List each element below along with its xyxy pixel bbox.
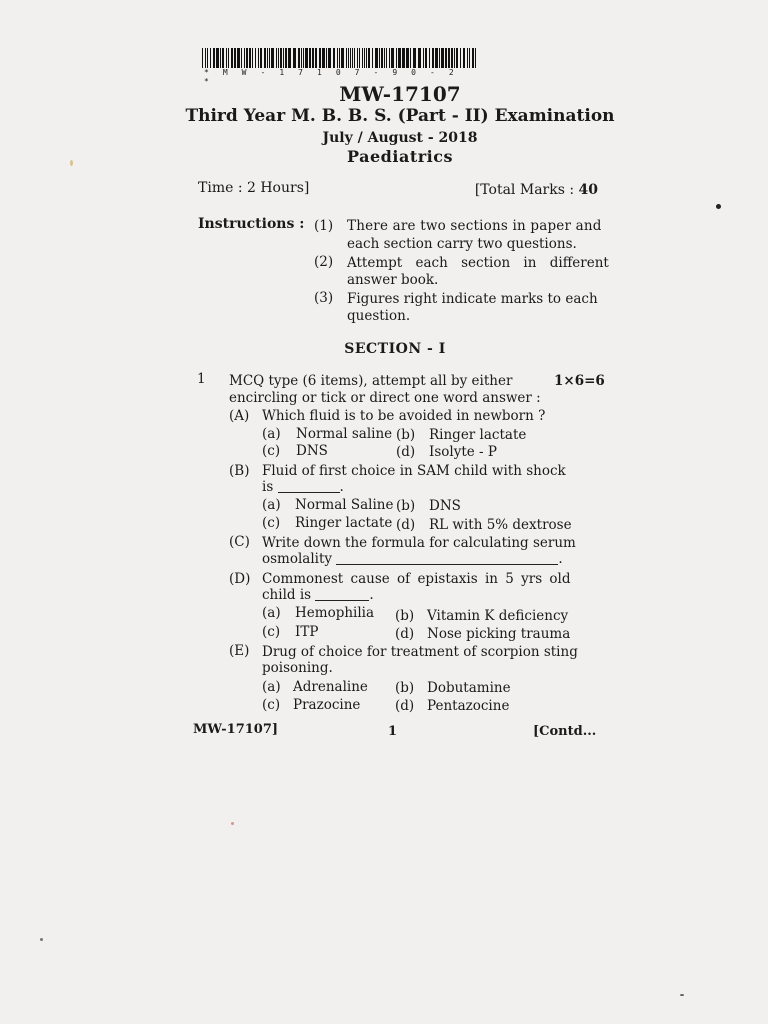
answer-blank	[278, 492, 340, 493]
barcode-bar	[381, 48, 383, 68]
barcode-bar	[305, 48, 308, 68]
barcode-bar	[216, 48, 219, 68]
barcode-bar	[231, 48, 233, 68]
barcode-bar	[326, 48, 327, 68]
instructions-label: Instructions :	[198, 216, 305, 232]
option-label: (a)	[262, 426, 281, 442]
barcode-bar	[241, 48, 242, 68]
option-text: DNS	[296, 443, 328, 459]
option-text: Pentazocine	[427, 698, 510, 714]
barcode-bar	[222, 48, 224, 68]
option-text: Dobutamine	[427, 680, 511, 696]
subquestion-text: Write down the formula for calculating serum	[262, 535, 576, 551]
option-label: (c)	[262, 443, 281, 459]
barcode-bar	[456, 48, 458, 68]
barcode-bar	[322, 48, 325, 68]
barcode-text: * M W - 1 7 1 0 7 - 9 0 - 2 *	[204, 68, 459, 86]
barcode-bar	[375, 48, 378, 68]
barcode-bar	[472, 48, 474, 68]
barcode-bar	[359, 48, 360, 68]
blank-prefix: is	[262, 479, 274, 495]
option-text: Normal Saline	[295, 497, 394, 513]
barcode-bar	[384, 48, 385, 68]
total-marks-value: 40	[578, 182, 598, 198]
scan-speck	[680, 994, 684, 996]
barcode-bar	[362, 48, 363, 68]
option-label: (a)	[262, 605, 281, 621]
barcode-bar	[448, 48, 450, 68]
barcode-bar	[303, 48, 304, 68]
barcode-bar	[391, 48, 394, 68]
barcode-bar	[237, 48, 240, 68]
scan-speck	[40, 938, 43, 941]
subquestion-label: (E)	[229, 643, 250, 659]
barcode-bar	[439, 48, 440, 68]
blank-suffix: .	[558, 551, 563, 567]
barcode-bar	[260, 48, 262, 68]
subquestion-text: Fluid of first choice in SAM child with shock	[262, 463, 566, 479]
instruction-text: Figures right indicate marks to each	[347, 291, 598, 307]
page-number: 1	[388, 724, 398, 739]
barcode-bar	[328, 48, 331, 68]
barcode-bar	[346, 48, 347, 68]
barcode-bar	[337, 48, 338, 68]
barcode-bar	[372, 48, 373, 68]
option-label: (d)	[396, 517, 416, 533]
barcode-bar	[398, 48, 401, 68]
barcode-bar	[350, 48, 351, 68]
scan-speck	[716, 204, 721, 209]
barcode-bar	[210, 48, 211, 68]
barcode-bar	[451, 48, 453, 68]
barcode-bar	[301, 48, 302, 68]
question-text: MCQ type (6 items), attempt all by either	[229, 373, 513, 389]
answer-blank	[336, 564, 558, 565]
subject-title: Paediatrics	[347, 147, 453, 166]
barcode-bar	[348, 48, 349, 68]
barcode-bar	[467, 48, 468, 68]
option-label: (b)	[396, 427, 416, 443]
barcode-bar	[319, 48, 321, 68]
continued-marker: [Contd...	[533, 724, 597, 739]
barcode-bar	[435, 48, 438, 68]
instruction-text: Attempt each section in different	[347, 255, 609, 271]
barcode-bar	[339, 48, 340, 68]
answer-blank	[315, 600, 369, 601]
barcode-bar	[469, 48, 470, 68]
barcode-bar	[276, 48, 277, 68]
question-number: 1	[197, 371, 206, 387]
time-allowed: Time : 2 Hours]	[198, 180, 310, 196]
barcode-bar	[441, 48, 444, 68]
option-text: Ringer lactate	[429, 427, 527, 443]
scan-speck	[231, 822, 234, 825]
barcode-bar	[341, 48, 344, 68]
barcode-bar	[423, 48, 424, 68]
barcode-bar	[298, 48, 300, 68]
barcode-bar	[309, 48, 311, 68]
barcode-bar	[364, 48, 365, 68]
subquestion-label: (B)	[229, 463, 250, 479]
barcode-bar	[244, 48, 245, 68]
barcode-bar	[226, 48, 227, 68]
instruction-number: (1)	[314, 218, 334, 234]
subquestion-text	[262, 587, 374, 603]
question-marks: 1×6=6	[554, 373, 605, 389]
option-text: Ringer lactate	[295, 515, 393, 531]
barcode-bar	[252, 48, 253, 68]
instruction-text: There are two sections in paper and	[347, 218, 602, 234]
instruction-number: (3)	[314, 290, 334, 306]
barcode-bar	[396, 48, 397, 68]
footer-paper-code: MW-17107]	[193, 722, 279, 737]
barcode-bar	[264, 48, 266, 68]
option-text: Hemophilia	[295, 605, 375, 621]
option-text: Normal saline	[296, 426, 393, 442]
barcode-bar	[454, 48, 455, 68]
barcode-bar	[366, 48, 367, 68]
barcode-bar	[312, 48, 314, 68]
barcode-bar	[205, 48, 206, 68]
option-text: Vitamin K deficiency	[427, 608, 569, 624]
barcode-bar	[445, 48, 447, 68]
barcode-bar	[315, 48, 317, 68]
option-label: (d)	[395, 698, 415, 714]
total-marks	[475, 182, 598, 198]
option-text: RL with 5% dextrose	[429, 517, 572, 533]
option-label: (c)	[262, 515, 281, 531]
section-heading: SECTION - I	[344, 341, 446, 357]
barcode-bar	[389, 48, 390, 68]
option-label: (c)	[262, 624, 281, 640]
exam-title: Third Year M. B. B. S. (Part - II) Examination	[185, 106, 615, 126]
blank-prefix: child is	[262, 587, 312, 603]
option-text: Isolyte - P	[429, 444, 497, 460]
barcode-bar	[333, 48, 335, 68]
subquestion-label: (C)	[229, 534, 250, 550]
barcode-bar	[354, 48, 355, 68]
barcode	[202, 48, 478, 68]
barcode-bar	[352, 48, 353, 68]
option-label: (c)	[262, 697, 281, 713]
barcode-bar	[288, 48, 291, 68]
barcode-bar	[386, 48, 387, 68]
option-text: Nose picking trauma	[427, 626, 571, 642]
barcode-bar	[406, 48, 409, 68]
subquestion-label: (A)	[229, 408, 250, 424]
barcode-bar	[202, 48, 203, 68]
subquestion-text: poisoning.	[262, 660, 333, 676]
exam-date: July / August - 2018	[322, 130, 478, 146]
scan-speck	[70, 160, 73, 166]
instruction-text: question.	[347, 308, 411, 324]
option-text: DNS	[429, 498, 461, 514]
option-label: (a)	[262, 497, 281, 513]
barcode-bar	[413, 48, 416, 68]
barcode-bar	[475, 48, 476, 68]
option-text: ITP	[295, 624, 319, 640]
blank-prefix: osmolality	[262, 551, 333, 567]
barcode-bar	[278, 48, 279, 68]
total-marks-label: [Total Marks :	[474, 182, 579, 198]
question-text: encircling or tick or direct one word answer :	[229, 390, 541, 406]
barcode-bar	[410, 48, 411, 68]
barcode-bar	[280, 48, 282, 68]
option-label: (d)	[396, 444, 416, 460]
barcode-bar	[246, 48, 248, 68]
barcode-bar	[207, 48, 208, 68]
barcode-bar	[432, 48, 434, 68]
barcode-bar	[357, 48, 358, 68]
barcode-bar	[418, 48, 421, 68]
option-text: Prazocine	[293, 697, 361, 713]
subquestion-text: Commonest cause of epistaxis in 5 yrs old	[262, 571, 571, 587]
paper-code: MW-17107	[339, 82, 461, 106]
barcode-bar	[285, 48, 287, 68]
subquestion-label: (D)	[229, 571, 251, 587]
barcode-bar	[228, 48, 229, 68]
barcode-bar	[234, 48, 236, 68]
option-text: Adrenaline	[293, 679, 368, 695]
barcode-bar	[402, 48, 405, 68]
barcode-bar	[267, 48, 268, 68]
option-label: (b)	[395, 680, 415, 696]
subquestion-text	[262, 551, 563, 567]
barcode-bar	[258, 48, 259, 68]
barcode-bar	[429, 48, 430, 68]
option-label: (d)	[395, 626, 415, 642]
barcode-bar	[213, 48, 215, 68]
barcode-bar	[269, 48, 270, 68]
barcode-bar	[460, 48, 461, 68]
barcode-bar	[283, 48, 284, 68]
barcode-bar	[220, 48, 221, 68]
option-label: (b)	[396, 498, 416, 514]
barcode-bar	[293, 48, 296, 68]
barcode-bar	[425, 48, 427, 68]
barcode-bar	[249, 48, 251, 68]
option-label: (b)	[395, 608, 415, 624]
instruction-number: (2)	[314, 254, 334, 270]
instruction-text: answer book.	[347, 272, 439, 288]
barcode-bar	[463, 48, 465, 68]
barcode-bar	[255, 48, 256, 68]
instruction-text: each section carry two questions.	[347, 236, 577, 252]
subquestion-text: Drug of choice for treatment of scorpion sting	[262, 644, 578, 660]
barcode-bar	[368, 48, 370, 68]
barcode-bar	[379, 48, 380, 68]
subquestion-text: Which fluid is to be avoided in newborn ?	[262, 408, 546, 424]
subquestion-text	[262, 479, 344, 495]
barcode-bar	[271, 48, 274, 68]
option-label: (a)	[262, 679, 281, 695]
blank-suffix: .	[339, 479, 344, 495]
blank-suffix: .	[369, 587, 374, 603]
